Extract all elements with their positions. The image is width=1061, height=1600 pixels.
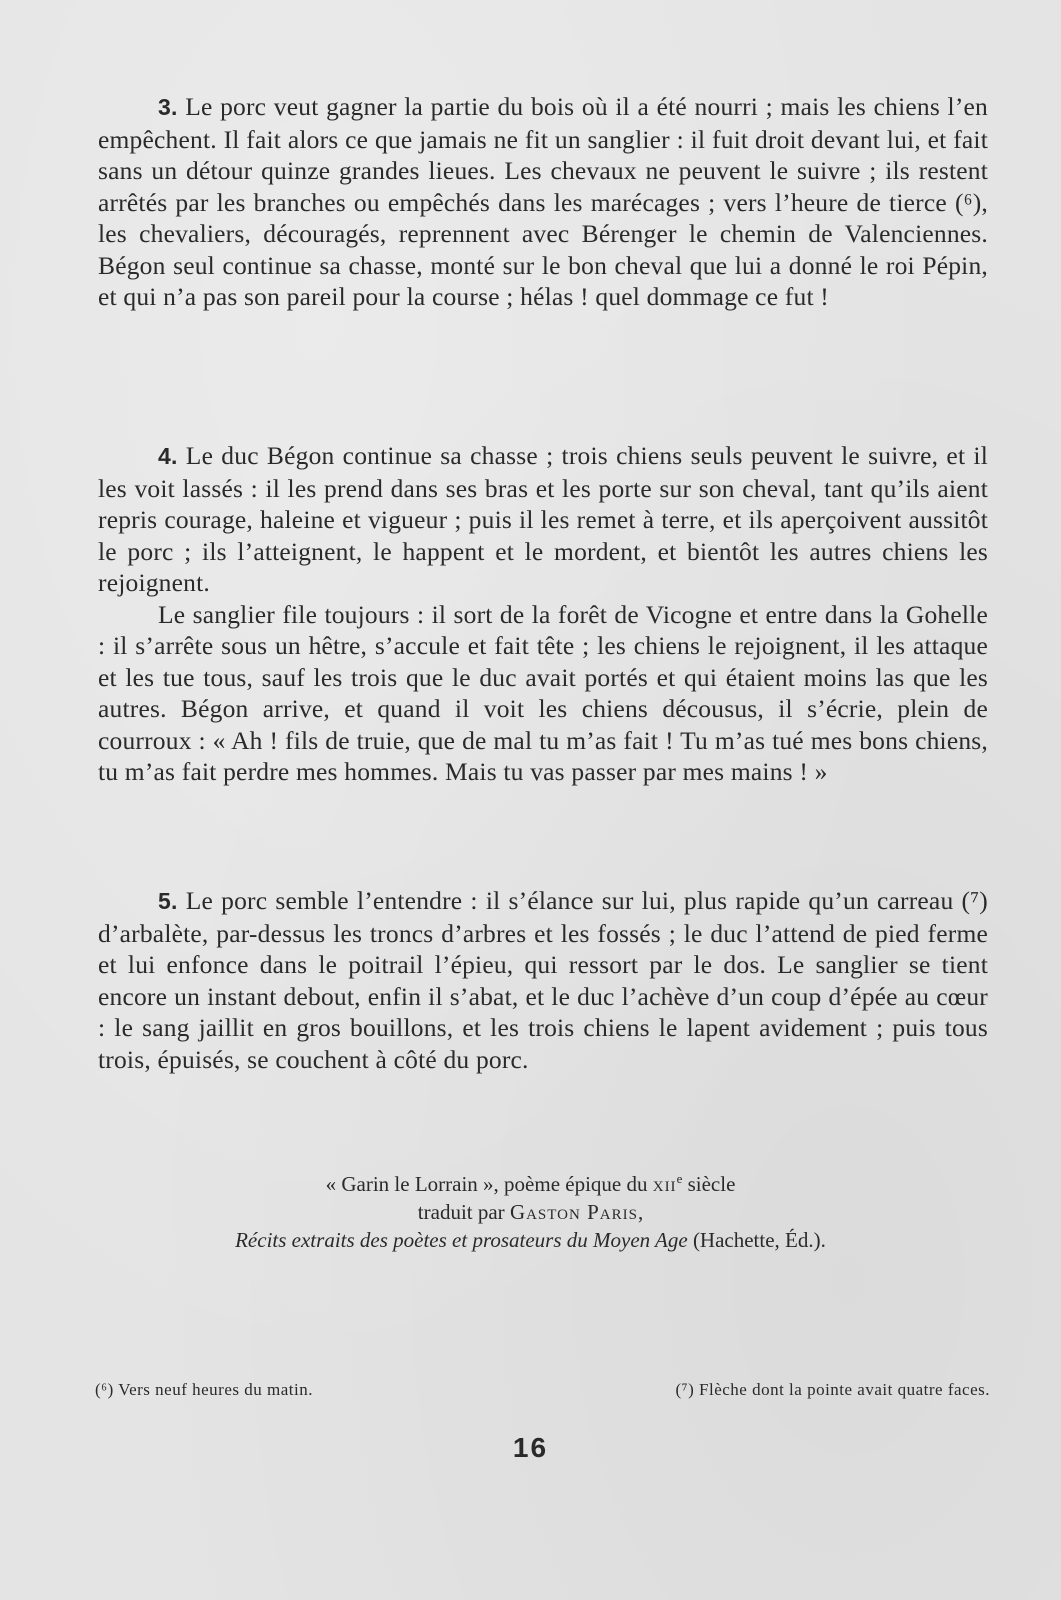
paragraph xyxy=(98,885,988,1075)
paragraph xyxy=(98,440,988,599)
source-line-2 xyxy=(0,1198,1061,1226)
translator-name: Gaston Paris xyxy=(509,1200,638,1224)
section-5 xyxy=(98,885,988,1075)
footnote-7: (⁷) Flèche dont la pointe avait quatre faces. xyxy=(675,1380,990,1399)
century-superscript: e xyxy=(676,1171,683,1186)
source-text: traduit par xyxy=(417,1200,510,1224)
paragraph xyxy=(98,599,988,788)
century: xii xyxy=(652,1172,677,1196)
paragraph-text: Le duc Bégon continue sa chasse ; trois chiens seuls peuvent le suivre, et il les voit lassés : il les prend dans ses bras et les porte sur son cheval, tant qu’ils aient repris courage, haleine et vigueur ; puis il les remet à terre, et ils aperçoivent aussitôt le porc ; ils l’atteignent, le happent et le mordent, et bientôt les autres chiens les rejoignent. xyxy=(98,441,988,597)
paragraph xyxy=(98,91,988,313)
publisher: (Hachette, Éd.). xyxy=(687,1228,826,1252)
source-text: siècle xyxy=(682,1172,736,1196)
section-4 xyxy=(98,440,988,788)
source-text: , xyxy=(637,1200,644,1224)
source-line-1 xyxy=(0,1170,1061,1198)
source-line-3 xyxy=(0,1226,1061,1254)
paragraph-text: Le sanglier file toujours : il sort de la forêt de Vicogne et entre dans la Gohelle : il s’arrête sous un hêtre, s’accule et fait tête ; les chiens le rejoignent, il les attaque et les tue tous, sauf les trois que le duc avait portés et qui étaient moins las que les autres. Bégon arrive, et quand il voit les chiens décousus, il s’écrie, plein de courroux : « Ah ! fils de truie, que de mal tu m’as fait ! Tu m’as tué mes bons chiens, tu m’as fait perdre mes hommes. Mais tu vas passer par mes mains ! » xyxy=(98,599,988,786)
footnote-6: (⁶) Vers neuf heures du matin. xyxy=(95,1380,313,1399)
paragraph-text: Le porc semble l’entendre : il s’élance sur lui, plus rapide qu’un carreau (⁷) d’arbalète, par-dessus les troncs d’arbres et les fossés ; le duc l’attend de pied ferme et lui enfonce dans le poitrail l’épieu, qui ressort par le dos. Le sanglier se tient encore un instant debout, enfin il s’abat, et le duc l’achève d’un coup d’épée au cœur : le sang jaillit en gros bouillons, et les trois chiens le lapent avidement ; puis tous trois, épuisés, se couchent à côté du porc. xyxy=(98,886,988,1074)
page-number: 16 xyxy=(512,1432,549,1463)
book-title: Récits extraits des poètes et prosateurs du Moyen Age xyxy=(235,1228,688,1252)
section-number: 3. xyxy=(158,94,178,120)
section-3 xyxy=(98,91,988,313)
section-number: 4. xyxy=(158,443,178,469)
source-text: « Garin le Lorrain », poème épique du xyxy=(325,1172,653,1196)
paragraph-text: Le porc veut gagner la partie du bois où il a été nourri ; mais les chiens l’en empêchent. Il fait alors ce que jamais ne fit un sanglier : il fuit droit devant lui, et fait sans un détour quinze grandes lieues. Les chevaux ne peuvent le suivre ; ils restent arrêtés par les branches ou empêchés dans les marécages ; vers l’heure de tierce (⁶), les chevaliers, découragés, reprennent avec Bérenger le chemin de Valenciennes. Bégon seul continue sa chasse, monté sur le bon cheval que lui a donné le roi Pépin, et qui n’a pas son pareil pour la course ; hélas ! quel dommage ce fut ! xyxy=(98,92,988,311)
section-number: 5. xyxy=(158,888,178,914)
source-citation xyxy=(0,1170,1061,1254)
